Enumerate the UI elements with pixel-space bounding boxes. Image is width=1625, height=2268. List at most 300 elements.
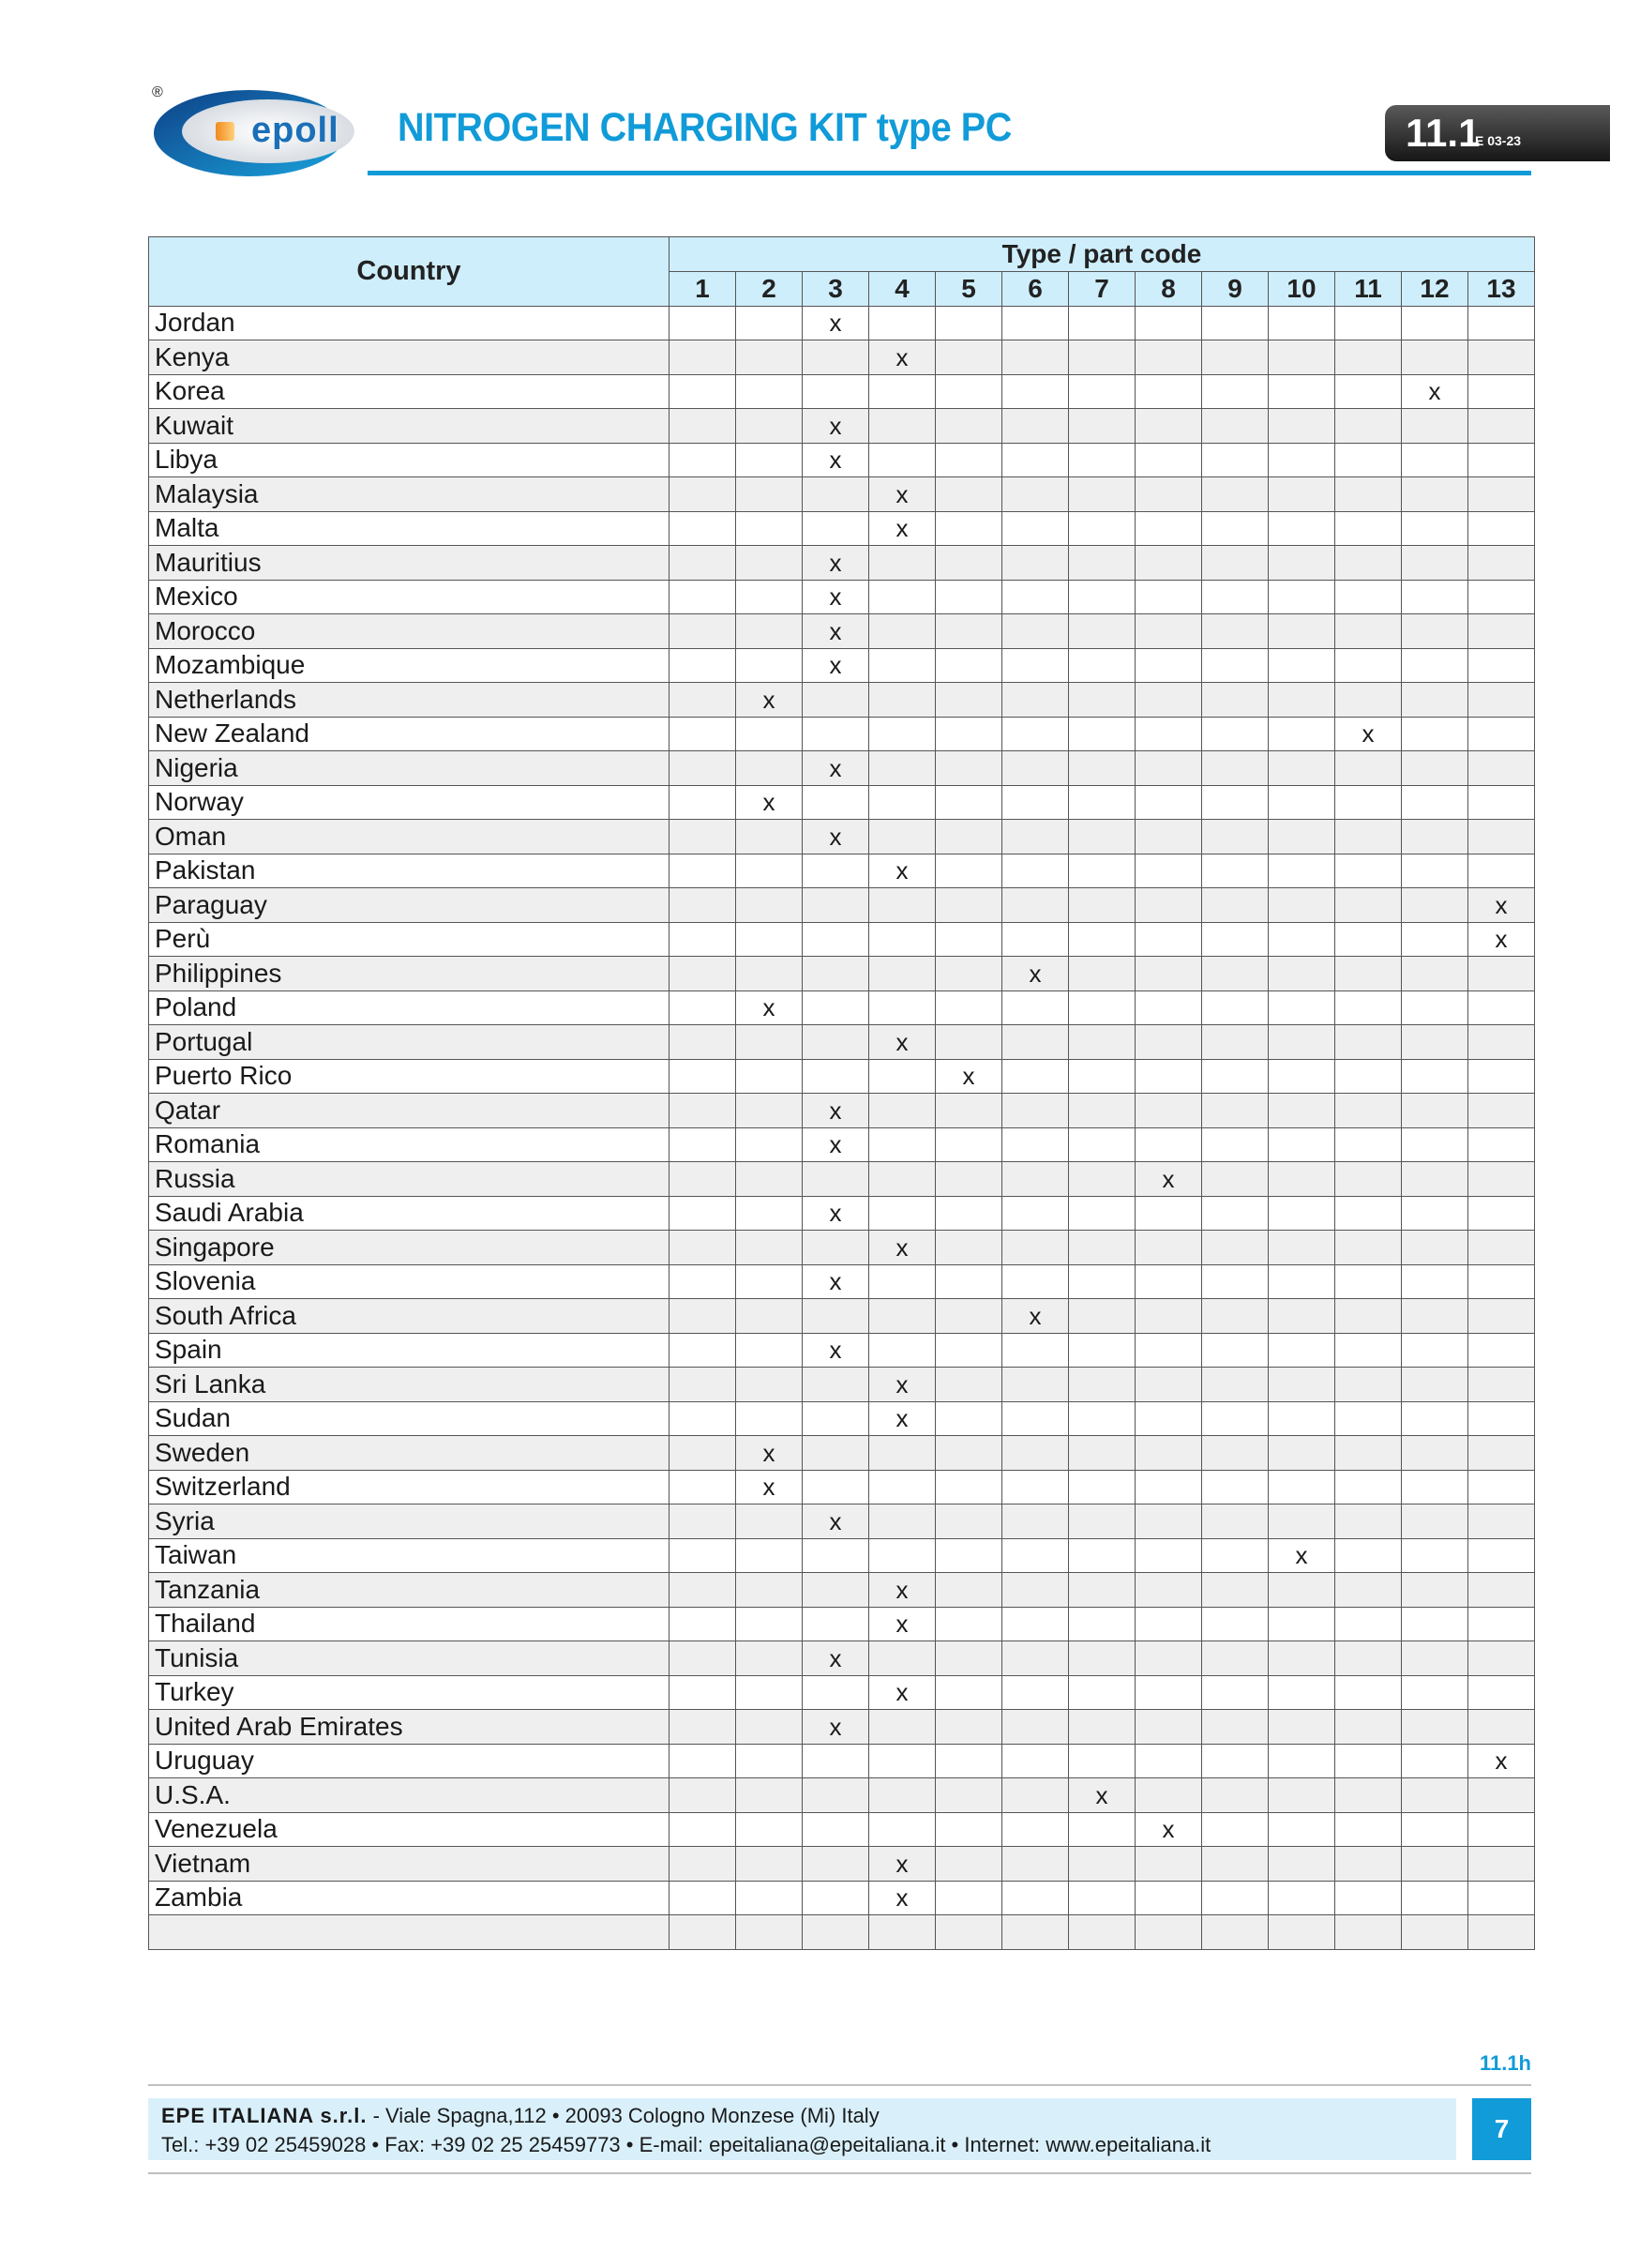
country-cell: Korea <box>149 374 670 409</box>
type-mark-cell: x <box>869 1881 936 1915</box>
country-cell: Thailand <box>149 1607 670 1641</box>
type-empty-cell <box>1202 888 1269 923</box>
type-empty-cell <box>1136 443 1202 477</box>
table-row <box>149 1470 1535 1504</box>
type-part-code-header: Type / part code <box>670 237 1535 272</box>
type-empty-cell <box>1136 580 1202 614</box>
type-empty-cell <box>1002 1675 1069 1710</box>
type-mark-cell: x <box>803 1094 869 1128</box>
country-cell: Singapore <box>149 1231 670 1265</box>
type-empty-cell <box>1202 409 1269 444</box>
type-empty-cell <box>670 1368 736 1402</box>
type-empty-cell <box>1069 443 1136 477</box>
type-empty-cell <box>736 1744 803 1778</box>
type-empty-cell <box>1202 1778 1269 1813</box>
type-empty-cell <box>1202 990 1269 1025</box>
type-empty-cell <box>1136 1025 1202 1060</box>
type-empty-cell <box>1269 785 1335 820</box>
country-cell <box>149 1915 670 1950</box>
country-cell: Slovenia <box>149 1264 670 1299</box>
type-empty-cell <box>1269 1812 1335 1847</box>
type-empty-cell <box>1002 1847 1069 1882</box>
type-empty-cell <box>670 1778 736 1813</box>
type-empty-cell <box>1269 1436 1335 1471</box>
type-empty-cell <box>1002 1264 1069 1299</box>
country-cell: Portugal <box>149 1025 670 1060</box>
type-empty-cell <box>1269 1915 1335 1950</box>
type-empty-cell <box>869 1299 936 1334</box>
table-row <box>149 1436 1535 1471</box>
table-row <box>149 409 1535 444</box>
type-empty-cell <box>1468 1401 1535 1436</box>
type-empty-cell <box>936 1847 1002 1882</box>
type-empty-cell <box>1136 1368 1202 1402</box>
type-empty-cell <box>1269 648 1335 683</box>
type-empty-cell <box>803 1162 869 1197</box>
type-empty-cell <box>1468 1881 1535 1915</box>
type-empty-cell <box>1468 1470 1535 1504</box>
type-empty-cell <box>670 1710 736 1745</box>
type-empty-cell <box>1468 546 1535 581</box>
country-cell: United Arab Emirates <box>149 1710 670 1745</box>
type-empty-cell <box>1069 1264 1136 1299</box>
type-empty-cell <box>1069 1641 1136 1676</box>
type-empty-cell <box>736 1675 803 1710</box>
type-empty-cell <box>1402 1059 1468 1094</box>
type-empty-cell <box>1136 1436 1202 1471</box>
type-empty-cell <box>1069 614 1136 649</box>
country-cell: Netherlands <box>149 683 670 718</box>
type-empty-cell <box>1468 1162 1535 1197</box>
type-empty-cell <box>1335 888 1402 923</box>
type-empty-cell <box>736 888 803 923</box>
type-column-header: 2 <box>736 271 803 306</box>
table-row <box>149 306 1535 340</box>
table-row <box>149 1401 1535 1436</box>
type-empty-cell <box>869 648 936 683</box>
type-empty-cell <box>803 511 869 546</box>
type-empty-cell <box>1468 340 1535 375</box>
type-empty-cell <box>936 1470 1002 1504</box>
table-row <box>149 888 1535 923</box>
type-empty-cell <box>936 1127 1002 1162</box>
type-empty-cell <box>936 888 1002 923</box>
type-empty-cell <box>1269 1025 1335 1060</box>
type-empty-cell <box>736 1127 803 1162</box>
type-empty-cell <box>1468 1607 1535 1641</box>
type-empty-cell <box>1069 854 1136 888</box>
type-empty-cell <box>1402 1231 1468 1265</box>
type-mark-cell: x <box>1269 1538 1335 1573</box>
type-empty-cell <box>1335 374 1402 409</box>
type-empty-cell <box>1335 1127 1402 1162</box>
type-empty-cell <box>869 1162 936 1197</box>
type-empty-cell <box>736 614 803 649</box>
type-empty-cell <box>1269 1744 1335 1778</box>
type-empty-cell <box>1468 957 1535 991</box>
type-empty-cell <box>736 922 803 957</box>
type-empty-cell <box>1269 1607 1335 1641</box>
type-empty-cell <box>1069 1401 1136 1436</box>
type-empty-cell <box>1202 340 1269 375</box>
type-empty-cell <box>1269 1675 1335 1710</box>
type-empty-cell <box>1202 1299 1269 1334</box>
type-empty-cell <box>1136 477 1202 512</box>
type-empty-cell <box>1202 1675 1269 1710</box>
type-empty-cell <box>736 374 803 409</box>
type-empty-cell <box>936 1264 1002 1299</box>
type-empty-cell <box>1468 1094 1535 1128</box>
type-empty-cell <box>670 1573 736 1608</box>
type-empty-cell <box>1002 1094 1069 1128</box>
type-empty-cell <box>1202 511 1269 546</box>
type-empty-cell <box>1069 1504 1136 1539</box>
type-mark-cell: x <box>1002 1299 1069 1334</box>
type-empty-cell <box>736 1710 803 1745</box>
type-empty-cell <box>936 1744 1002 1778</box>
type-empty-cell <box>1136 1264 1202 1299</box>
type-empty-cell <box>803 1812 869 1847</box>
type-empty-cell <box>670 1264 736 1299</box>
type-empty-cell <box>1002 785 1069 820</box>
type-empty-cell <box>1335 1778 1402 1813</box>
type-empty-cell <box>1202 477 1269 512</box>
type-empty-cell <box>1069 888 1136 923</box>
footer-divider-bottom <box>148 2172 1531 2174</box>
type-empty-cell <box>1069 1470 1136 1504</box>
type-empty-cell <box>1202 1162 1269 1197</box>
type-empty-cell <box>670 546 736 581</box>
table-row <box>149 1127 1535 1162</box>
type-empty-cell <box>1269 683 1335 718</box>
type-empty-cell <box>1202 1538 1269 1573</box>
type-empty-cell <box>803 683 869 718</box>
type-empty-cell <box>736 1368 803 1402</box>
type-empty-cell <box>1269 614 1335 649</box>
page-title: NITROGEN CHARGING KIT type PC <box>398 105 1012 150</box>
type-empty-cell <box>1269 1470 1335 1504</box>
company-address: - Viale Spagna,112 • 20093 Cologno Monzese (Mi) Italy <box>367 2104 880 2127</box>
type-empty-cell <box>1402 683 1468 718</box>
type-empty-cell <box>1335 1196 1402 1231</box>
type-empty-cell <box>1335 580 1402 614</box>
type-mark-cell: x <box>1468 1744 1535 1778</box>
type-empty-cell <box>1069 648 1136 683</box>
type-empty-cell <box>1002 922 1069 957</box>
type-empty-cell <box>1335 1470 1402 1504</box>
type-empty-cell <box>670 648 736 683</box>
type-empty-cell <box>1136 1607 1202 1641</box>
table-row <box>149 1847 1535 1882</box>
table-row <box>149 511 1535 546</box>
type-empty-cell <box>1468 1299 1535 1334</box>
type-empty-cell <box>1269 1847 1335 1882</box>
type-empty-cell <box>803 1607 869 1641</box>
type-empty-cell <box>1468 580 1535 614</box>
type-empty-cell <box>869 1059 936 1094</box>
footer-divider-top <box>148 2084 1531 2086</box>
type-empty-cell <box>736 957 803 991</box>
type-empty-cell <box>936 1504 1002 1539</box>
type-empty-cell <box>1269 1299 1335 1334</box>
type-empty-cell <box>670 1881 736 1915</box>
type-mark-cell: x <box>803 1504 869 1539</box>
type-empty-cell <box>1202 648 1269 683</box>
type-empty-cell <box>1136 1401 1202 1436</box>
table-row <box>149 1675 1535 1710</box>
type-empty-cell <box>1402 306 1468 340</box>
type-empty-cell <box>736 1812 803 1847</box>
type-empty-cell <box>1002 854 1069 888</box>
type-empty-cell <box>936 1094 1002 1128</box>
type-empty-cell <box>869 683 936 718</box>
type-empty-cell <box>1269 443 1335 477</box>
type-empty-cell <box>1335 546 1402 581</box>
type-empty-cell <box>1002 1436 1069 1471</box>
type-empty-cell <box>670 1504 736 1539</box>
type-empty-cell <box>1136 888 1202 923</box>
type-empty-cell <box>1269 854 1335 888</box>
type-empty-cell <box>1069 683 1136 718</box>
type-empty-cell <box>1202 1231 1269 1265</box>
edition-code: E 03-23 <box>1475 133 1522 148</box>
type-empty-cell <box>736 1881 803 1915</box>
type-empty-cell <box>1202 580 1269 614</box>
type-empty-cell <box>803 1847 869 1882</box>
type-empty-cell <box>1002 477 1069 512</box>
type-empty-cell <box>670 957 736 991</box>
type-empty-cell <box>1269 1504 1335 1539</box>
type-empty-cell <box>1269 1059 1335 1094</box>
type-mark-cell: x <box>1468 922 1535 957</box>
type-empty-cell <box>1402 1847 1468 1882</box>
type-empty-cell <box>936 1162 1002 1197</box>
type-empty-cell <box>736 1538 803 1573</box>
type-empty-cell <box>803 1436 869 1471</box>
type-empty-cell <box>1069 1059 1136 1094</box>
type-empty-cell <box>736 1094 803 1128</box>
type-mark-cell: x <box>803 306 869 340</box>
type-empty-cell <box>1269 1333 1335 1368</box>
type-column-header: 6 <box>1002 271 1069 306</box>
table-row <box>149 1744 1535 1778</box>
type-empty-cell <box>1002 1127 1069 1162</box>
type-empty-cell <box>1335 477 1402 512</box>
type-empty-cell <box>670 1744 736 1778</box>
table-row <box>149 1812 1535 1847</box>
type-empty-cell <box>1069 306 1136 340</box>
registered-mark: ® <box>152 84 163 100</box>
type-empty-cell <box>869 1264 936 1299</box>
type-empty-cell <box>1335 1162 1402 1197</box>
type-empty-cell <box>1136 1127 1202 1162</box>
type-empty-cell <box>670 717 736 751</box>
country-cell: Spain <box>149 1333 670 1368</box>
type-empty-cell <box>936 1231 1002 1265</box>
type-empty-cell <box>1402 614 1468 649</box>
type-empty-cell <box>1069 1744 1136 1778</box>
country-cell: Mexico <box>149 580 670 614</box>
page-number: 7 <box>1472 2098 1531 2160</box>
type-empty-cell <box>670 1333 736 1368</box>
type-empty-cell <box>1136 1881 1202 1915</box>
type-empty-cell <box>1136 546 1202 581</box>
type-mark-cell: x <box>803 820 869 854</box>
table-row <box>149 1025 1535 1060</box>
type-empty-cell <box>1202 546 1269 581</box>
type-empty-cell <box>736 1778 803 1813</box>
type-empty-cell <box>869 443 936 477</box>
table-row <box>149 1641 1535 1676</box>
type-empty-cell <box>1202 1881 1269 1915</box>
type-empty-cell <box>803 785 869 820</box>
type-empty-cell <box>1202 306 1269 340</box>
table-row <box>149 990 1535 1025</box>
type-empty-cell <box>936 683 1002 718</box>
type-empty-cell <box>936 1436 1002 1471</box>
type-empty-cell <box>1402 957 1468 991</box>
type-empty-cell <box>803 1470 869 1504</box>
type-empty-cell <box>936 957 1002 991</box>
type-mark-cell: x <box>736 1470 803 1504</box>
country-cell: Jordan <box>149 306 670 340</box>
table-row <box>149 1162 1535 1197</box>
type-empty-cell <box>1202 1025 1269 1060</box>
type-empty-cell <box>1069 1573 1136 1608</box>
country-cell: Mauritius <box>149 546 670 581</box>
type-empty-cell <box>1402 1881 1468 1915</box>
type-empty-cell <box>1335 1573 1402 1608</box>
type-empty-cell <box>936 1025 1002 1060</box>
type-empty-cell <box>1202 922 1269 957</box>
type-empty-cell <box>1136 340 1202 375</box>
type-empty-cell <box>1402 1436 1468 1471</box>
type-empty-cell <box>1269 477 1335 512</box>
type-empty-cell <box>736 1059 803 1094</box>
type-empty-cell <box>1335 751 1402 786</box>
type-empty-cell <box>1269 1231 1335 1265</box>
type-empty-cell <box>1269 751 1335 786</box>
type-empty-cell <box>869 1470 936 1504</box>
type-column-header: 5 <box>936 271 1002 306</box>
type-empty-cell <box>1468 785 1535 820</box>
type-empty-cell <box>1136 1538 1202 1573</box>
type-empty-cell <box>736 1025 803 1060</box>
type-empty-cell <box>1269 1401 1335 1436</box>
type-empty-cell <box>736 1231 803 1265</box>
type-empty-cell <box>670 683 736 718</box>
type-empty-cell <box>1402 1196 1468 1231</box>
table-row <box>149 614 1535 649</box>
type-empty-cell <box>1002 1812 1069 1847</box>
type-empty-cell <box>1069 1607 1136 1641</box>
type-empty-cell <box>803 888 869 923</box>
type-empty-cell <box>1402 409 1468 444</box>
type-empty-cell <box>803 1881 869 1915</box>
type-empty-cell <box>1468 1059 1535 1094</box>
type-empty-cell <box>1468 990 1535 1025</box>
type-empty-cell <box>936 1778 1002 1813</box>
type-empty-cell <box>1335 1368 1402 1402</box>
type-empty-cell <box>869 1744 936 1778</box>
type-empty-cell <box>1136 648 1202 683</box>
type-empty-cell <box>1335 340 1402 375</box>
type-empty-cell <box>1335 1710 1402 1745</box>
type-empty-cell <box>1335 1299 1402 1334</box>
type-empty-cell <box>1335 1401 1402 1436</box>
type-empty-cell <box>1136 785 1202 820</box>
type-empty-cell <box>936 1915 1002 1950</box>
type-empty-cell <box>1269 374 1335 409</box>
type-empty-cell <box>1069 1299 1136 1334</box>
type-empty-cell <box>1069 1196 1136 1231</box>
type-empty-cell <box>1136 1915 1202 1950</box>
type-empty-cell <box>1335 409 1402 444</box>
type-empty-cell <box>1402 1812 1468 1847</box>
type-empty-cell <box>869 957 936 991</box>
type-empty-cell <box>1269 1641 1335 1676</box>
type-empty-cell <box>936 648 1002 683</box>
type-empty-cell <box>1136 1675 1202 1710</box>
type-empty-cell <box>1069 409 1136 444</box>
type-empty-cell <box>1335 1436 1402 1471</box>
table-row <box>149 1607 1535 1641</box>
type-empty-cell <box>1202 1470 1269 1504</box>
type-empty-cell <box>1468 477 1535 512</box>
type-empty-cell <box>736 477 803 512</box>
type-empty-cell <box>1269 820 1335 854</box>
type-empty-cell <box>869 990 936 1025</box>
type-empty-cell <box>1069 1162 1136 1197</box>
type-empty-cell <box>1002 1196 1069 1231</box>
type-empty-cell <box>803 374 869 409</box>
type-empty-cell <box>936 1196 1002 1231</box>
type-mark-cell: x <box>1468 888 1535 923</box>
type-empty-cell <box>1002 511 1069 546</box>
type-empty-cell <box>803 922 869 957</box>
type-empty-cell <box>869 1436 936 1471</box>
type-empty-cell <box>1335 1847 1402 1882</box>
country-cell: Saudi Arabia <box>149 1196 670 1231</box>
type-empty-cell <box>1269 957 1335 991</box>
type-empty-cell <box>1335 922 1402 957</box>
type-empty-cell <box>1136 1196 1202 1231</box>
type-empty-cell <box>1269 1573 1335 1608</box>
type-empty-cell <box>1069 546 1136 581</box>
type-mark-cell: x <box>736 683 803 718</box>
type-empty-cell <box>869 1778 936 1813</box>
type-empty-cell <box>936 306 1002 340</box>
type-empty-cell <box>1335 1333 1402 1368</box>
table-row <box>149 1504 1535 1539</box>
type-empty-cell <box>936 340 1002 375</box>
table-row <box>149 922 1535 957</box>
type-empty-cell <box>1468 409 1535 444</box>
country-cell: Puerto Rico <box>149 1059 670 1094</box>
type-empty-cell <box>736 1915 803 1950</box>
type-empty-cell <box>803 854 869 888</box>
type-empty-cell <box>1402 1162 1468 1197</box>
country-cell: Norway <box>149 785 670 820</box>
type-empty-cell <box>869 922 936 957</box>
type-empty-cell <box>1402 1744 1468 1778</box>
type-mark-cell: x <box>803 1710 869 1745</box>
type-empty-cell <box>1468 1812 1535 1847</box>
type-empty-cell <box>1069 1812 1136 1847</box>
type-empty-cell <box>1069 374 1136 409</box>
type-empty-cell <box>670 1127 736 1162</box>
table-row <box>149 1231 1535 1265</box>
